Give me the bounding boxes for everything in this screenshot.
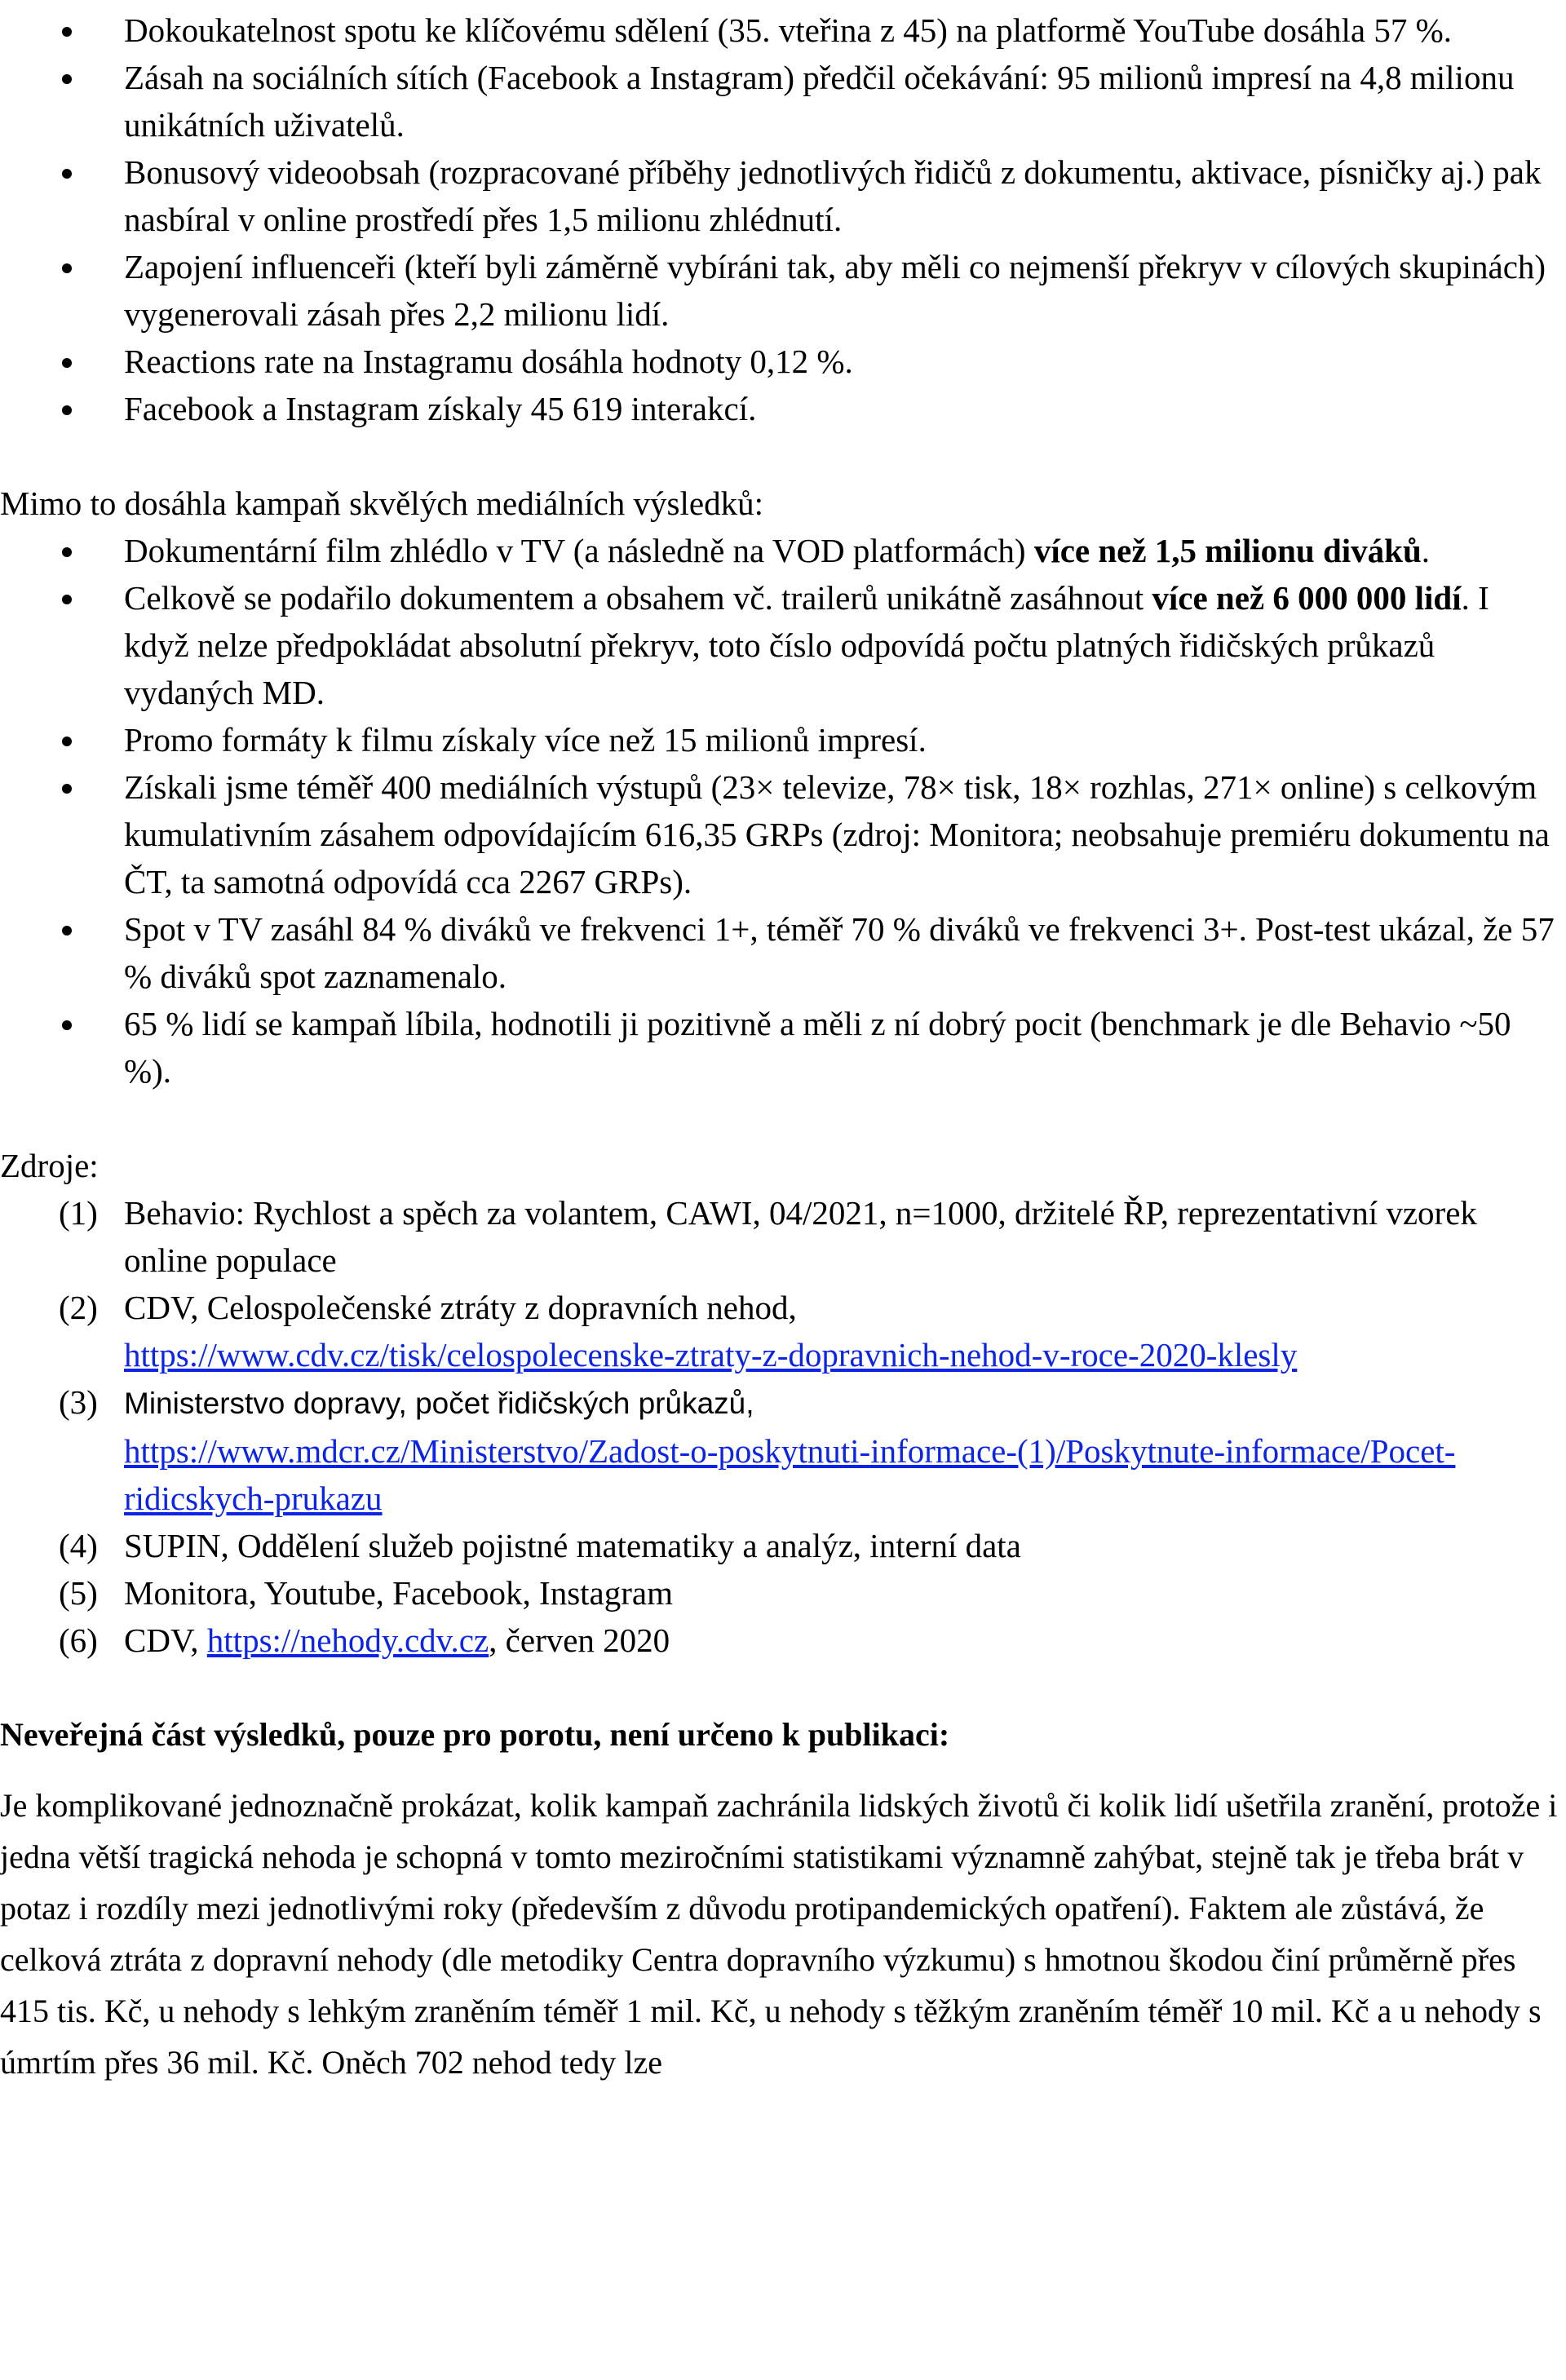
bullet-icon: [62, 74, 72, 84]
list-item: [0, 574, 1566, 716]
list-item: [0, 148, 1566, 243]
list-item-text: Zapojení influenceři (kteří byli záměrně vybíráni tak, aby měli co nejmenší překryv v cílových skupinách) vygenerovali zásah přes 2,2 milionu lidí.: [124, 248, 1546, 333]
source-text: SUPIN, Oddělení služeb pojistné matematiky a analýz, interní data: [124, 1527, 1021, 1564]
bullet-icon: [62, 27, 72, 37]
source-text: , červen 2020: [489, 1621, 670, 1659]
source-item: [0, 1189, 1566, 1284]
sources-list: [0, 1189, 1566, 1664]
highlight-text: více než 1,5 milionu diváků: [1033, 532, 1422, 569]
source-link[interactable]: https://nehody.cdv.cz: [206, 1621, 489, 1659]
bullet-icon: [62, 358, 72, 368]
bullet-icon: [62, 1020, 72, 1030]
nonpublic-heading: Neveřejná část výsledků, pouze pro porotu, není určeno k publikaci:: [0, 1716, 950, 1753]
source-number: (4): [59, 1527, 98, 1564]
list-item: [0, 905, 1566, 1000]
bullet-icon: [62, 169, 72, 179]
source-item: [0, 1378, 1566, 1522]
source-item: [0, 1284, 1566, 1378]
bullet-icon: [62, 926, 72, 936]
list-item-text: Promo formáty k filmu získaly více než 15 milionů impresí.: [124, 721, 927, 759]
media-results-list: [0, 527, 1566, 1095]
list-item-text: . I když nelze předpokládat absolutní překryv, toto číslo odpovídá počtu platných řidičských průkazů vydaných MD.: [124, 579, 1489, 711]
list-item-text: Reactions rate na Instagramu dosáhla hodnoty 0,12 %.: [124, 343, 853, 380]
source-link[interactable]: https://www.cdv.cz/tisk/celospolecenske-ztraty-z-dopravnich-nehod-v-roce-2020-klesly: [124, 1336, 1298, 1374]
list-item: [0, 716, 1566, 763]
list-item-text: Spot v TV zasáhl 84 % diváků ve frekvenci 1+, téměř 70 % diváků ve frekvenci 3+. Post-test ukázal, že 57 % diváků spot zaznamenalo.: [124, 910, 1555, 995]
source-text: CDV,: [124, 1621, 207, 1659]
list-item-text: Získali jsme téměř 400 mediálních výstupů (23× televize, 78× tisk, 18× rozhlas, 271× online) s celkovým kumulativním zásahem odpovídajícím 616,35 GRPs (zdroj: Monitora; neobsahuje premiéru dokumentu na ČT, ta samotná odpovídá cca 2267 GRPs).: [124, 768, 1550, 900]
source-number: (2): [59, 1289, 98, 1326]
source-link[interactable]: https://www.mdcr.cz/Ministerstvo/Zadost-o-poskytnuti-informace-(1)/Poskytnute-informace/Pocet-ridicskych-prukazu: [124, 1432, 1456, 1517]
bullet-icon: [62, 405, 72, 415]
list-item: [0, 7, 1566, 54]
highlight-text: více než 6 000 000 lidí: [1152, 579, 1462, 617]
list-item-text: 65 % lidí se kampaň líbila, hodnotili ji pozitivně a měli z ní dobrý pocit (benchmark je dle Behavio ~50 %).: [124, 1005, 1511, 1090]
list-item-text: Bonusový videoobsah (rozpracované příběhy jednotlivých řidičů z dokumentu, aktivace, písničky aj.) pak nasbíral v online prostředí přes 1,5 milionu zhlédnutí.: [124, 153, 1542, 238]
list-item-text: Dokoukatelnost spotu ke klíčovému sdělení (35. vteřina z 45) na platformě YouTube dosáhla 57 %.: [124, 11, 1452, 49]
bullet-icon: [62, 595, 72, 604]
media-results-intro: Mimo to dosáhla kampaň skvělých mediálních výsledků:: [0, 484, 763, 522]
list-item: [0, 527, 1566, 574]
list-item-text: Zásah na sociálních sítích (Facebook a Instagram) předčil očekávání: 95 milionů impresí na 4,8 milionu unikátních uživatelů.: [124, 59, 1515, 144]
bullet-icon: [62, 737, 72, 746]
list-item-text: .: [1421, 532, 1431, 569]
list-item: [0, 54, 1566, 148]
source-number: (1): [59, 1194, 98, 1232]
source-text: Behavio: Rychlost a spěch za volantem, CAWI, 04/2021, n=1000, držitelé ŘP, reprezentativní vzorek online populace: [124, 1194, 1477, 1279]
results-bullet-list: [0, 7, 1566, 432]
list-item-text: Facebook a Instagram získaly 45 619 interakcí.: [124, 390, 757, 427]
closing-paragraph: Je komplikované jednoznačně prokázat, kolik kampaň zachránila lidských životů či kolik lidí ušetřila zranění, protože i jedna větší tragická nehoda je schopná v tomto meziročními statistikami významně zahýbat, stejně tak je třeba brát v potaz i rozdíly mezi jednotlivými roky (především z důvodu protipandemických opatření). Faktem ale zůstává, že celková ztráta z dopravní nehody (dle metodiky Centra dopravního výzkumu) s hmotnou škodou činí průměrně přes 415 tis. Kč, u nehody s lehkým zraněním téměř 1 mil. Kč, u nehody s těžkým zraněním téměř 10 mil. Kč a u nehody s úmrtím přes 36 mil. Kč. Oněch 702 nehod tedy lze: [0, 1787, 1558, 2081]
bullet-icon: [62, 784, 72, 794]
list-item-text: Dokumentární film zhlédlo v TV (a následně na VOD platformách): [124, 532, 1034, 569]
list-item-text: Celkově se podařilo dokumentem a obsahem vč. trailerů unikátně zasáhnout: [124, 579, 1152, 617]
source-item: [0, 1617, 1566, 1664]
source-item: [0, 1522, 1566, 1569]
source-number: (6): [59, 1621, 98, 1659]
list-item: [0, 385, 1566, 432]
source-number: (3): [59, 1383, 98, 1421]
list-item: [0, 763, 1566, 905]
bullet-icon: [62, 547, 72, 557]
source-text: Monitora, Youtube, Facebook, Instagram: [124, 1574, 673, 1612]
list-item: [0, 243, 1566, 338]
list-item: [0, 1000, 1566, 1095]
sources-title: Zdroje:: [0, 1147, 99, 1184]
source-item: [0, 1569, 1566, 1617]
bullet-icon: [62, 263, 72, 273]
source-text: Ministerstvo dopravy, počet řidičských průkazů,: [124, 1387, 754, 1420]
source-text: CDV, Celospolečenské ztráty z dopravních nehod,: [124, 1289, 797, 1326]
list-item: [0, 338, 1566, 385]
source-number: (5): [59, 1574, 98, 1612]
